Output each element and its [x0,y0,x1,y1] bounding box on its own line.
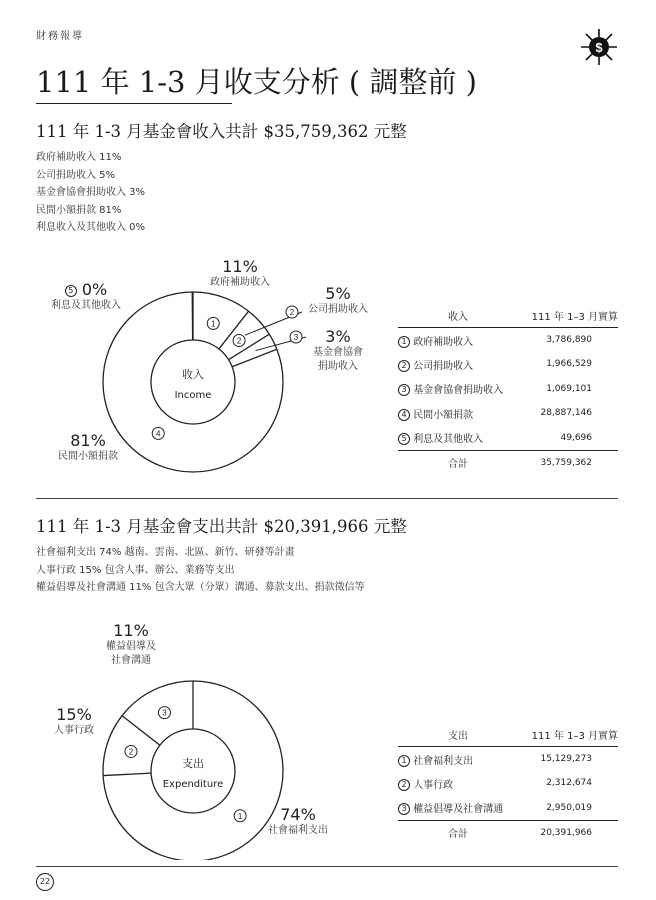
income-callout-3 [305,328,371,374]
row-name: 民間小額捐款 [413,409,474,421]
table-header-category: 收入 [398,303,519,328]
callout-label: 利息及其他收入 [51,300,121,311]
callout-percent [44,281,128,299]
number-badge: 2 [398,779,410,791]
number-badge: 2 [398,360,410,372]
leader-badge-3 [290,331,302,343]
row-name: 權益倡導及社會溝通 [413,804,504,815]
donut-center-zh: 支出 [182,757,204,770]
table-total-row [398,450,618,475]
callout-percent: 11% [222,257,258,276]
table-header-row [398,722,618,747]
income-callout-5 [44,281,128,313]
number-badge: 5 [65,285,77,297]
income-table [398,303,618,475]
row-name: 人事行政 [413,779,454,791]
number-badge: 3 [398,803,410,815]
callout-label: 基金會協會 [313,347,363,358]
slice-boundary-2 [103,773,151,775]
svg-text:2: 2 [289,308,295,317]
svg-text:2: 2 [128,747,134,757]
expense-table [398,722,618,845]
dollar-sun-icon [580,28,618,66]
table-header-row [398,303,618,328]
expense-callout-2 [46,706,102,738]
leader-badge-2 [286,306,298,318]
table-row [398,426,618,451]
svg-text:$: $ [595,40,603,55]
callout-label: 民間小額捐款 [58,451,118,462]
svg-text:2: 2 [236,336,242,346]
callout-percent: 11% [113,621,149,640]
total-label: 合計 [398,820,519,845]
callout-percent: 15% [56,705,92,724]
table-header-category: 支出 [398,722,519,747]
income-summary-line: 公司捐助收入 5% [36,169,116,181]
expense-donut-chart [0,620,400,860]
expense-summary-line: 權益倡導及社會溝通 11% 包含大眾（分眾）溝通、募款支出、捐款徵信等 [36,582,365,593]
row-name: 利息及其他收入 [413,434,484,445]
table-row [398,377,618,402]
expense-summary-line: 社會福利支出 74% 越南、雲南、北區、新竹、研發等計畫 [36,547,295,558]
income-callout-1 [205,258,275,290]
slice-boundary-3 [122,716,160,745]
callout-label: 人事行政 [54,725,94,736]
expense-callout-1 [260,806,336,838]
number-badge: 3 [398,384,410,396]
svg-text:1: 1 [211,319,216,329]
table-row [398,796,618,821]
slice-badge-4 [152,427,164,439]
donut-center-zh: 收入 [182,368,204,381]
row-value: 2,950,019 [546,802,592,813]
income-summary-line: 基金會協會捐助收入 3% [36,187,146,198]
total-value: 35,759,362 [519,450,618,475]
section-header: 財務報導 [36,31,84,42]
number-badge: 5 [398,433,410,445]
income-summary-line: 政府補助收入 11% [36,152,122,163]
row-value: 28,887,146 [540,408,592,419]
number-badge: 1 [398,755,410,767]
expense-summary [36,544,365,597]
svg-text:3: 3 [162,708,167,718]
slice-badge-2 [125,745,137,757]
callout-label: 捐助收入 [318,361,358,372]
table-total-row [398,820,618,845]
income-callout-2 [302,285,374,317]
footer-divider [36,866,618,867]
callout-percent: 3% [325,327,351,346]
expense-callout-3 [98,622,164,668]
income-heading: 111 年 1-3 月基金會收入共計 $35,759,362 元整 [36,122,407,141]
row-name: 基金會協會捐助收入 [413,385,504,397]
income-summary [36,149,145,237]
row-value: 49,696 [560,432,592,443]
title-underline [36,103,232,104]
income-summary-line: 利息收入及其他收入 0% [36,222,146,233]
donut-center-en: Income [174,390,212,401]
table-row [398,352,618,377]
donut-inner-ring [151,340,235,424]
callout-percent: 81% [70,431,106,450]
row-name: 公司捐助收入 [413,360,474,372]
svg-text:3: 3 [293,333,299,342]
table-header-amount: 111 年 1–3 月實算 [519,303,618,328]
callout-label: 權益倡導及 [106,641,156,652]
income-callout-4 [52,432,124,464]
svg-text:1: 1 [237,811,243,821]
donut-center-en: Expenditure [162,779,224,790]
callout-percent-value: 0% [81,280,108,299]
svg-text:4: 4 [156,429,161,439]
row-name: 政府補助收入 [413,336,474,348]
table-header-amount: 111 年 1–3 月實算 [519,722,618,747]
callout-percent: 5% [325,284,351,303]
row-value: 2,312,674 [546,778,592,789]
row-name: 社會福利支出 [413,755,474,767]
row-value: 1,966,529 [546,359,592,370]
row-value: 15,129,273 [540,754,592,764]
page-title: 111 年 1-3 月收支分析 ( 調整前 ) [36,65,477,99]
total-value: 20,391,966 [519,820,618,845]
donut-inner-ring [151,729,235,813]
number-badge: 1 [398,336,410,348]
callout-label: 社會溝通 [111,655,151,666]
slice-boundary-4 [232,349,277,366]
slice-badge-1 [207,317,219,329]
callout-label: 公司捐助收入 [308,304,368,315]
total-label: 合計 [398,450,519,475]
expense-heading: 111 年 1-3 月基金會支出共計 $20,391,966 元整 [36,517,407,536]
table-row [398,771,618,796]
table-row [398,747,618,772]
callout-percent: 74% [280,805,316,824]
callout-label: 社會福利支出 [268,825,328,836]
number-badge: 4 [398,409,410,421]
income-summary-line: 民間小額捐款 81% [36,204,122,216]
expense-summary-line: 人事行政 15% 包含人事、辦公、業務等支出 [36,564,235,576]
row-value: 3,786,890 [546,335,592,345]
row-value: 1,069,101 [546,383,592,394]
table-row [398,401,618,426]
section-divider [36,498,618,499]
slice-badge-3 [158,707,170,719]
slice-badge-1 [234,810,246,822]
page-number: 22 [36,873,54,891]
table-row [398,328,618,353]
slice-badge-2 [233,335,245,347]
callout-label: 政府補助收入 [210,277,270,288]
